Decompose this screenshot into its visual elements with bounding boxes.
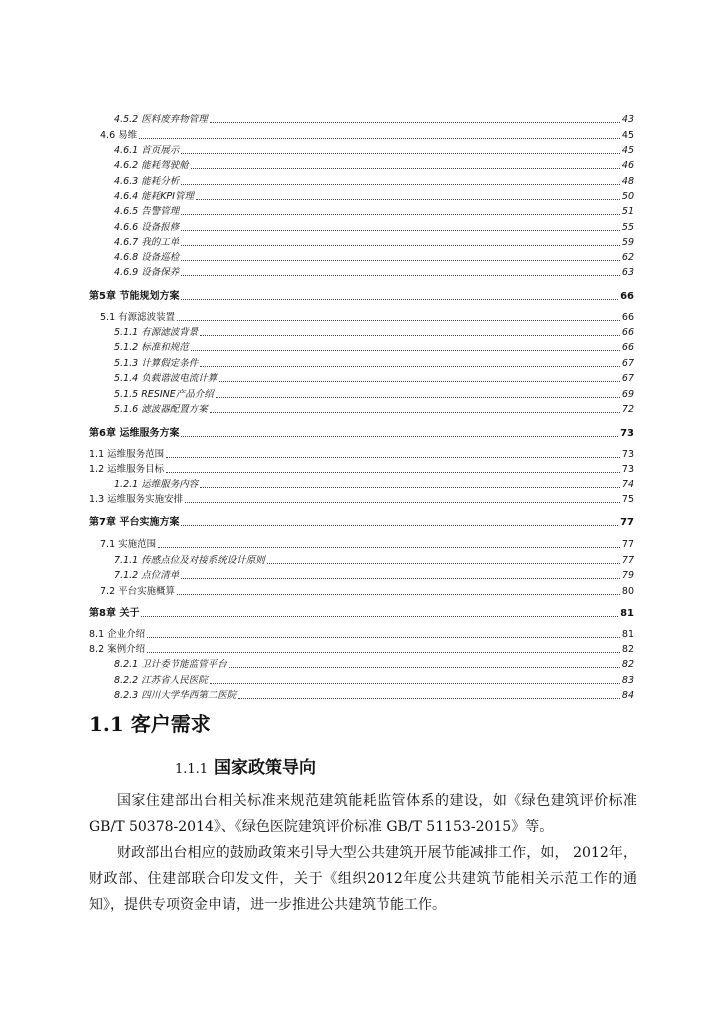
toc-entry[interactable]	[114, 568, 634, 582]
toc-entry[interactable]	[114, 371, 634, 385]
toc-entry-label: 4.6.6 设备报修	[114, 222, 180, 233]
toc-entry-label: 5.1.1 有源滤波背景	[114, 327, 199, 338]
toc-entry-label: 4.6 易维	[100, 130, 138, 141]
toc-entry-label: 4.6.2 能耗驾驶舱	[114, 160, 189, 171]
toc-entry-label: 5.1 有源滤波装置	[100, 312, 176, 323]
toc-entry[interactable]	[114, 657, 634, 671]
toc-entry[interactable]	[114, 235, 634, 249]
toc-leader-dots	[181, 229, 620, 231]
toc-leader-dots	[147, 651, 620, 653]
toc-entry[interactable]	[89, 289, 634, 303]
toc-entry[interactable]	[114, 477, 634, 491]
toc-entry[interactable]	[114, 402, 634, 416]
toc-entry-label: 8.2 案例介绍	[89, 644, 146, 655]
toc-entry[interactable]	[114, 553, 634, 567]
toc-page-number: 66	[621, 327, 634, 338]
toc-entry[interactable]	[89, 492, 634, 506]
toc-leader-dots	[210, 682, 620, 684]
toc-entry[interactable]	[100, 128, 634, 142]
toc-entry[interactable]	[114, 265, 634, 279]
toc-leader-dots	[181, 435, 618, 437]
toc-page-number: 82	[621, 659, 634, 670]
toc-page-number: 66	[620, 291, 634, 302]
toc-entry[interactable]	[100, 310, 634, 324]
toc-leader-dots	[181, 213, 620, 215]
toc-entry[interactable]	[89, 606, 634, 620]
toc-leader-dots	[181, 152, 620, 154]
toc-page-number: 43	[621, 114, 634, 125]
toc-page-number: 63	[621, 267, 634, 278]
toc-entry[interactable]	[114, 143, 634, 157]
toc-leader-dots	[210, 121, 620, 123]
toc-page-number: 81	[620, 608, 634, 619]
toc-page-number: 77	[620, 517, 634, 528]
toc-entry-label: 1.3 运维服务实施安排	[89, 494, 184, 505]
toc-entry[interactable]	[114, 325, 634, 339]
toc-page-number: 80	[621, 586, 634, 597]
toc-entry[interactable]	[89, 642, 634, 656]
toc-leader-dots	[141, 615, 618, 617]
toc-entry-label: 5.1.5 RESINE产品介绍	[114, 389, 214, 400]
toc-page-number: 83	[621, 675, 634, 686]
toc-page-number: 48	[621, 176, 634, 187]
toc-entry-label: 4.6.9 设备保养	[114, 267, 180, 278]
toc-entry[interactable]	[114, 158, 634, 172]
section-heading-1-1: 1.1 客户需求	[89, 712, 211, 736]
toc-entry[interactable]	[114, 356, 634, 370]
toc-page-number: 82	[621, 644, 634, 655]
toc-entry[interactable]	[114, 204, 634, 218]
toc-entry-label: 4.6.4 能耗KPI管理	[114, 191, 194, 202]
toc-leader-dots	[166, 471, 620, 473]
toc-leader-dots	[177, 593, 620, 595]
toc-leader-dots	[229, 666, 620, 668]
heading-title: 国家政策导向	[214, 758, 316, 778]
toc-page-number: 81	[621, 629, 634, 640]
toc-entry[interactable]	[114, 174, 634, 188]
toc-leader-dots	[181, 274, 620, 276]
toc-leader-dots	[238, 697, 620, 699]
toc-page-number: 46	[621, 160, 634, 171]
toc-page-number: 79	[621, 570, 634, 581]
toc-page-number: 77	[621, 555, 634, 566]
toc-entry-label: 7.1.2 点位清单	[114, 570, 180, 581]
toc-page-number: 50	[621, 191, 634, 202]
toc-leader-dots	[139, 137, 620, 139]
toc-leader-dots	[191, 167, 620, 169]
toc-entry-label: 4.6.8 设备巡检	[114, 252, 180, 263]
toc-leader-dots	[219, 380, 620, 382]
toc-leader-dots	[196, 198, 620, 200]
toc-leader-dots	[200, 334, 620, 336]
toc-entry-label: 5.1.2 标准和规范	[114, 342, 189, 353]
toc-page-number: 67	[621, 373, 634, 384]
toc-entry-label: 1.2 运维服务目标	[89, 464, 165, 475]
toc-entry-label: 4.6.7 我的工单	[114, 237, 180, 248]
toc-page-number: 55	[621, 222, 634, 233]
toc-leader-dots	[158, 546, 620, 548]
toc-entry-label: 7.1 实施范围	[100, 539, 157, 550]
toc-entry-label: 7.2 平台实施概算	[100, 586, 176, 597]
toc-entry[interactable]	[114, 189, 634, 203]
toc-entry[interactable]	[89, 447, 634, 461]
toc-page-number: 45	[621, 130, 634, 141]
toc-leader-dots	[181, 259, 620, 261]
toc-leader-dots	[216, 396, 620, 398]
toc-entry-label: 5.1.3 计算假定条件	[114, 358, 199, 369]
toc-entry-label: 8.2.3 四川大学华西第二医院	[114, 690, 237, 701]
toc-page-number: 84	[621, 690, 634, 701]
toc-leader-dots	[267, 562, 620, 564]
toc-entry-label: 7.1.1 传感点位及对接系统设计原则	[114, 555, 265, 566]
toc-page-number: 66	[621, 312, 634, 323]
toc-leader-dots	[185, 501, 620, 503]
toc-page-number: 77	[621, 539, 634, 550]
toc-entry[interactable]	[100, 537, 634, 551]
toc-leader-dots	[200, 365, 620, 367]
toc-entry-label: 5.1.4 负载谐波电流计算	[114, 373, 218, 384]
toc-entry[interactable]	[114, 250, 634, 264]
toc-page-number: 73	[621, 464, 634, 475]
heading-number: 1.1.1	[175, 762, 209, 777]
toc-entry-label: 第6章 运维服务方案	[89, 428, 180, 439]
toc-leader-dots	[191, 349, 620, 351]
toc-entry[interactable]	[100, 584, 634, 598]
toc-page-number: 73	[621, 449, 634, 460]
toc-entry-label: 8.2.2 江苏省人民医院	[114, 675, 208, 686]
toc-entry-label: 4.6.5 告警管理	[114, 206, 180, 217]
toc-leader-dots	[181, 183, 620, 185]
section-heading-1-1-1	[175, 753, 316, 778]
toc-entry[interactable]	[114, 112, 634, 126]
toc-page-number: 74	[621, 479, 634, 490]
toc-entry-label: 第5章 节能规划方案	[89, 291, 180, 302]
toc-leader-dots	[177, 319, 620, 321]
toc-entry-label: 1.1 运维服务范围	[89, 449, 165, 460]
toc-leader-dots	[166, 456, 620, 458]
toc-entry[interactable]	[89, 515, 634, 529]
toc-entry-label: 4.6.3 能耗分析	[114, 176, 180, 187]
toc-leader-dots	[181, 244, 620, 246]
toc-page-number: 67	[621, 358, 634, 369]
toc-entry[interactable]	[114, 387, 634, 401]
toc-entry[interactable]	[89, 462, 634, 476]
paragraph-1: 国家住建部出台相关标准来规范建筑能耗监管体系的建设，如《绿色建筑评价标准GB/T 50378-2014》、《绿色医院建筑评价标准 GB/T 51153-2015》等。	[89, 793, 637, 835]
toc-entry[interactable]	[89, 627, 634, 641]
toc-page-number: 59	[621, 237, 634, 248]
toc-page-number: 66	[621, 342, 634, 353]
toc-page-number: 75	[621, 494, 634, 505]
toc-leader-dots	[181, 298, 618, 300]
toc-entry[interactable]	[114, 688, 634, 702]
toc-entry[interactable]	[114, 673, 634, 687]
toc-entry[interactable]	[114, 340, 634, 354]
toc-leader-dots	[200, 486, 620, 488]
toc-page-number: 62	[621, 252, 634, 263]
toc-page-number: 72	[621, 404, 634, 415]
toc-page-number: 69	[621, 389, 634, 400]
toc-entry[interactable]	[89, 426, 634, 440]
toc-entry-label: 第8章 关于	[89, 608, 140, 619]
toc-entry-label: 5.1.6 滤波器配置方案	[114, 404, 208, 415]
toc-page-number: 73	[620, 428, 634, 439]
toc-entry[interactable]	[114, 220, 634, 234]
toc-leader-dots	[147, 636, 620, 638]
toc-entry-label: 第7章 平台实施方案	[89, 517, 180, 528]
toc-entry-label: 1.2.1 运维服务内容	[114, 479, 199, 490]
toc-entry-label: 8.1 企业介绍	[89, 629, 146, 640]
toc-leader-dots	[210, 411, 620, 413]
toc-entry-label: 4.6.1 首页展示	[114, 145, 180, 156]
toc-entry-label: 4.5.2 医料废弃物管理	[114, 114, 208, 125]
toc-page-number: 51	[621, 206, 634, 217]
toc-leader-dots	[181, 524, 618, 526]
toc-entry-label: 8.2.1 卫计委节能监管平台	[114, 659, 227, 670]
toc-leader-dots	[181, 577, 620, 579]
paragraph-2: 财政部出台相应的鼓励政策来引导大型公共建筑开展节能减排工作，如， 2012年，财政部、住建部联合印发文件，关于《组织2012年度公共建筑节能相关示范工作的通知》，提供专项资金申请，进一步推进公共建筑节能工作。	[89, 845, 637, 913]
toc-page-number: 45	[621, 145, 634, 156]
